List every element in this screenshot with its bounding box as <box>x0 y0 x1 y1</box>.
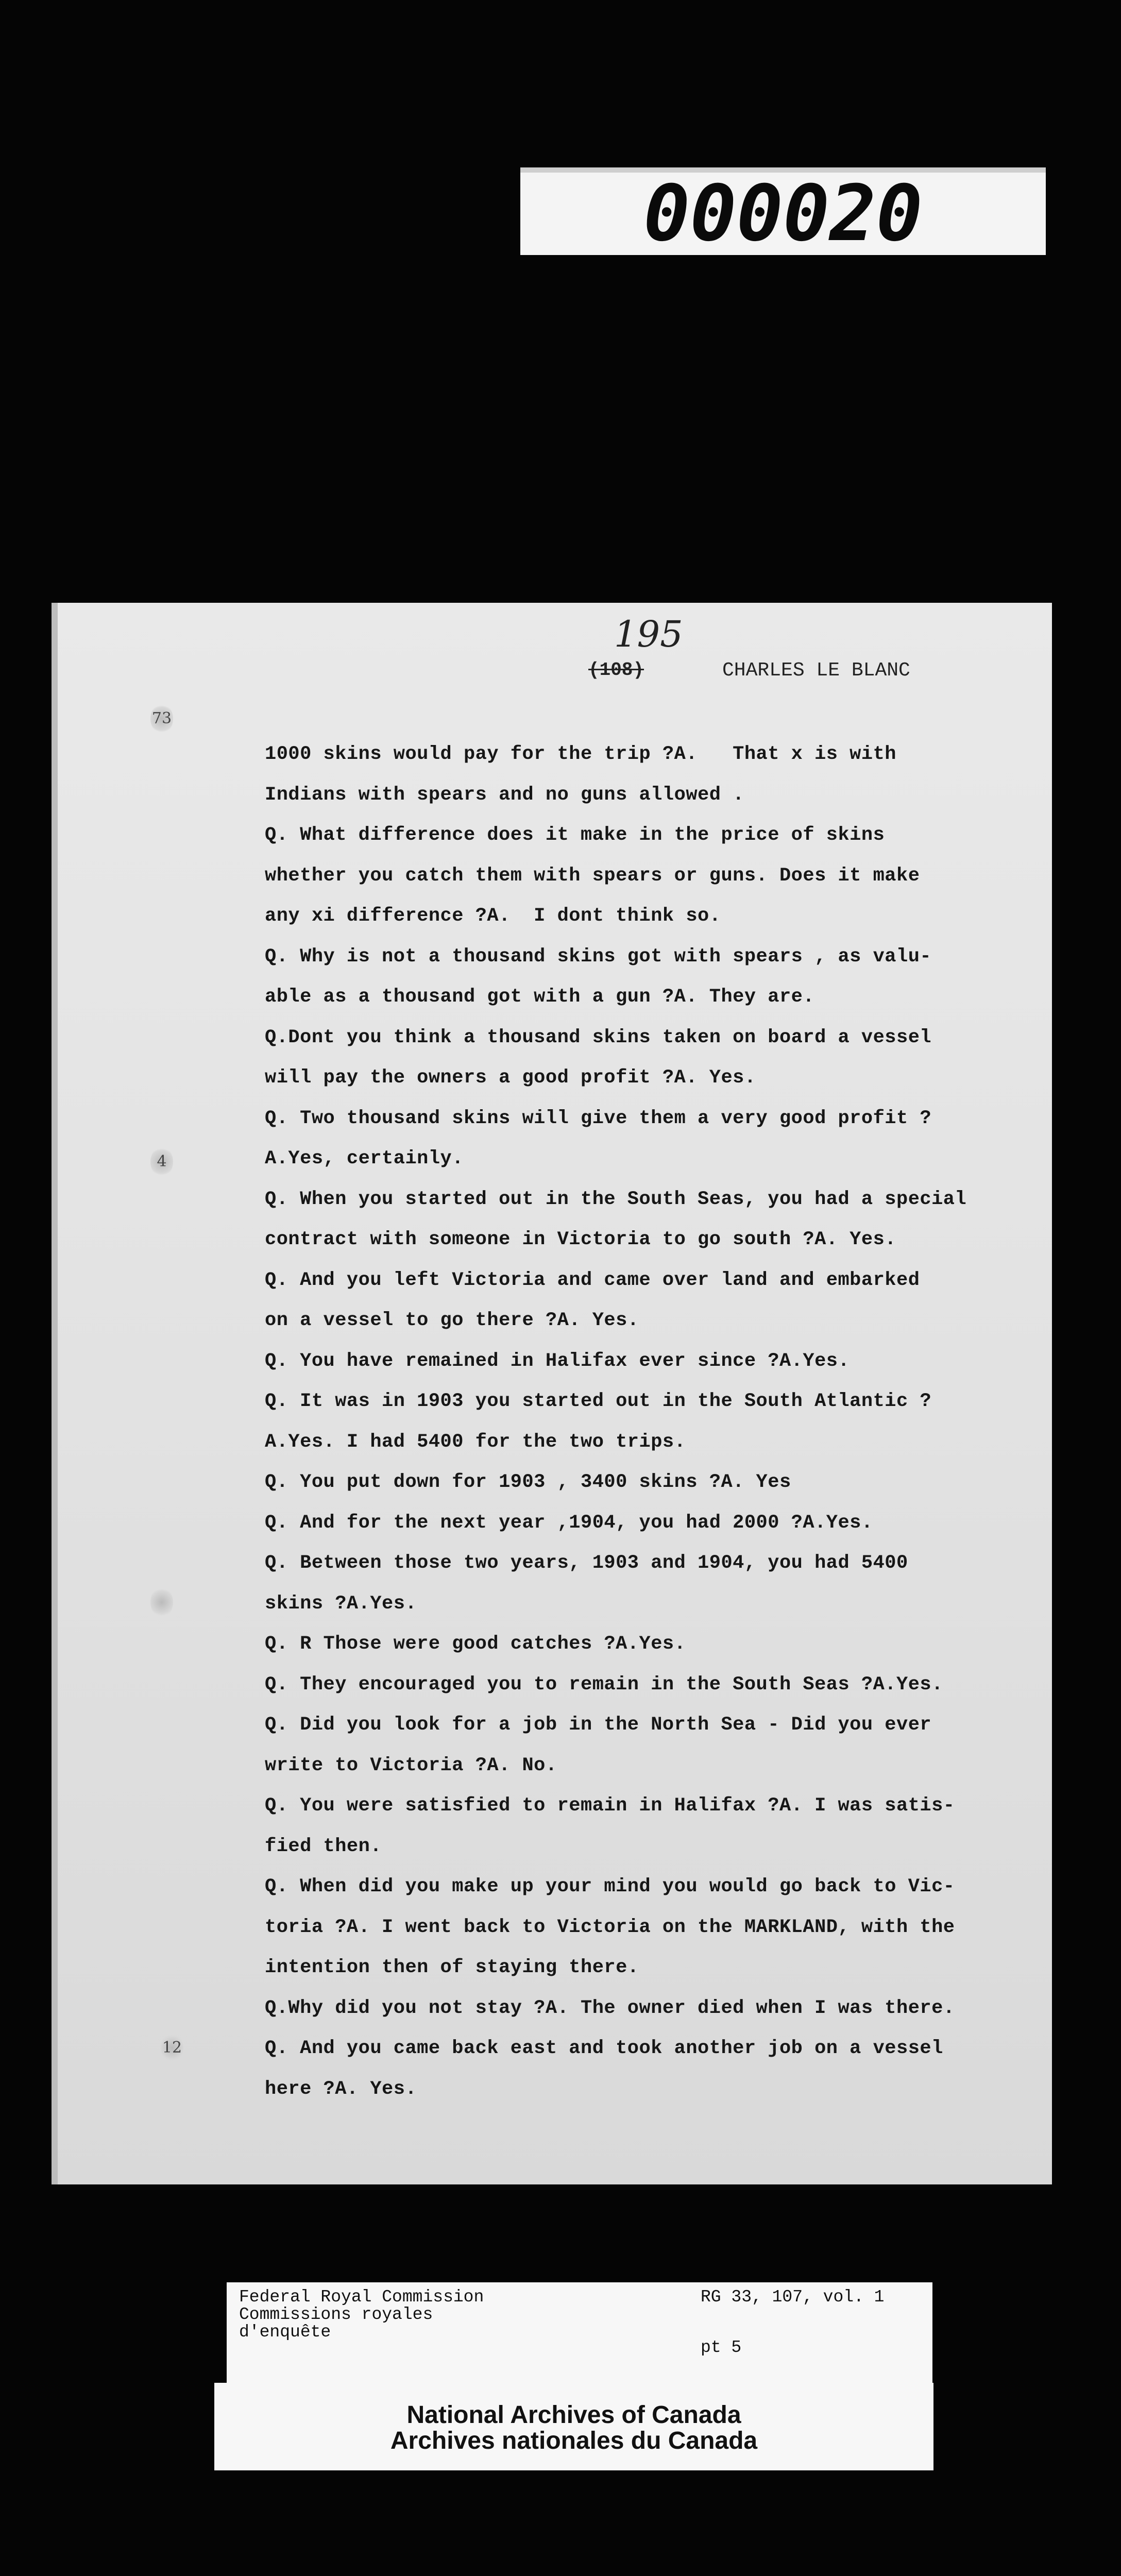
margin-mark <box>150 1587 173 1618</box>
label-line-3: d'enquête <box>239 2323 331 2342</box>
transcript-line: Q. When did you make up your mind you would go back to Vic- <box>265 1876 955 1897</box>
label-reference: RG 33, 107, vol. 1 <box>701 2287 885 2307</box>
transcript-body <box>265 734 1038 2109</box>
transcript-line: Q. And you came back east and took another job on a vessel <box>265 2038 943 2059</box>
transcript-line: fied then. <box>265 1835 382 1857</box>
transcript-line: Q. And for the next year ,1904, you had 2000 ?A.Yes. <box>265 1512 873 1534</box>
handwritten-page-number: 195 <box>614 613 683 655</box>
document-page <box>58 603 1052 2184</box>
label-line-2: Commissions royales <box>239 2305 433 2324</box>
label-part: pt 5 <box>701 2338 742 2357</box>
transcript-line: Q. You have remained in Halifax ever since ?A.Yes. <box>265 1350 850 1372</box>
transcript-line: any xi difference ?A. I dont think so. <box>265 905 721 927</box>
transcript-line: Q. What difference does it make in the price of skins <box>265 824 885 846</box>
transcript-line: Q. Between those two years, 1903 and 1904, you had 5400 <box>265 1552 908 1574</box>
transcript-line: Q. When you started out in the South Seas, you had a special <box>265 1188 967 1210</box>
transcript-line: skins ?A.Yes. <box>265 1592 417 1615</box>
archives-french: Archives nationales du Canada <box>390 2427 758 2454</box>
archives-banner <box>214 2383 933 2470</box>
margin-mark: 73 <box>150 703 173 734</box>
transcript-line: here ?A. Yes. <box>265 2078 417 2100</box>
transcript-line: Q. You were satisfied to remain in Halifax ?A. I was satis- <box>265 1795 955 1817</box>
transcript-line: intention then of staying there. <box>265 1957 639 1978</box>
typed-page-number: (108) <box>588 659 644 681</box>
transcript-line: A.Yes. I had 5400 for the two trips. <box>265 1431 686 1453</box>
transcript-line: Q. Did you look for a job in the North Sea - Did you ever <box>265 1714 932 1736</box>
transcript-line: toria ?A. I went back to Victoria on the MARKLAND, with the <box>265 1916 955 1938</box>
transcript-line: whether you catch them with spears or guns. Does it make <box>265 865 920 887</box>
frame-number <box>520 167 1046 259</box>
margin-mark: 12 <box>161 2032 183 2063</box>
transcript-line: Q. It was in 1903 you started out in the South Atlantic ? <box>265 1391 932 1412</box>
transcript-line: Q. They encouraged you to remain in the South Seas ?A.Yes. <box>265 1673 943 1696</box>
transcript-line: Q. You put down for 1903 , 3400 skins ?A. Yes <box>265 1471 791 1493</box>
transcript-line: will pay the owners a good profit ?A. Yes. <box>265 1067 756 1089</box>
archive-label <box>227 2282 932 2385</box>
margin-mark: 4 <box>150 1146 173 1177</box>
transcript-line: on a vessel to go there ?A. Yes. <box>265 1310 639 1331</box>
frame-number-text: 000020 <box>643 169 923 259</box>
transcript-line: A.Yes, certainly. <box>265 1148 464 1170</box>
transcript-line: Q. R Those were good catches ?A.Yes. <box>265 1633 686 1655</box>
label-line-1: Federal Royal Commission <box>239 2287 484 2307</box>
transcript-line: Q.Dont you think a thousand skins taken on board a vessel <box>265 1026 932 1048</box>
transcript-line: Indians with spears and no guns allowed . <box>265 784 744 806</box>
transcript-line: write to Victoria ?A. No. <box>265 1754 557 1776</box>
transcript-line: able as a thousand got with a gun ?A. They are. <box>265 986 815 1008</box>
transcript-line: Q. And you left Victoria and came over land and embarked <box>265 1269 920 1291</box>
archives-english: National Archives of Canada <box>406 2401 741 2429</box>
transcript-line: contract with someone in Victoria to go south ?A. Yes. <box>265 1229 896 1250</box>
transcript-line: Q. Why is not a thousand skins got with spears , as valu- <box>265 945 932 968</box>
transcript-line: 1000 skins would pay for the trip ?A. That x is with <box>265 743 896 765</box>
transcript-line: Q.Why did you not stay ?A. The owner died when I was there. <box>265 1997 955 2019</box>
witness-name: CHARLES LE BLANC <box>722 659 910 682</box>
transcript-line: Q. Two thousand skins will give them a very good profit ? <box>265 1107 932 1129</box>
